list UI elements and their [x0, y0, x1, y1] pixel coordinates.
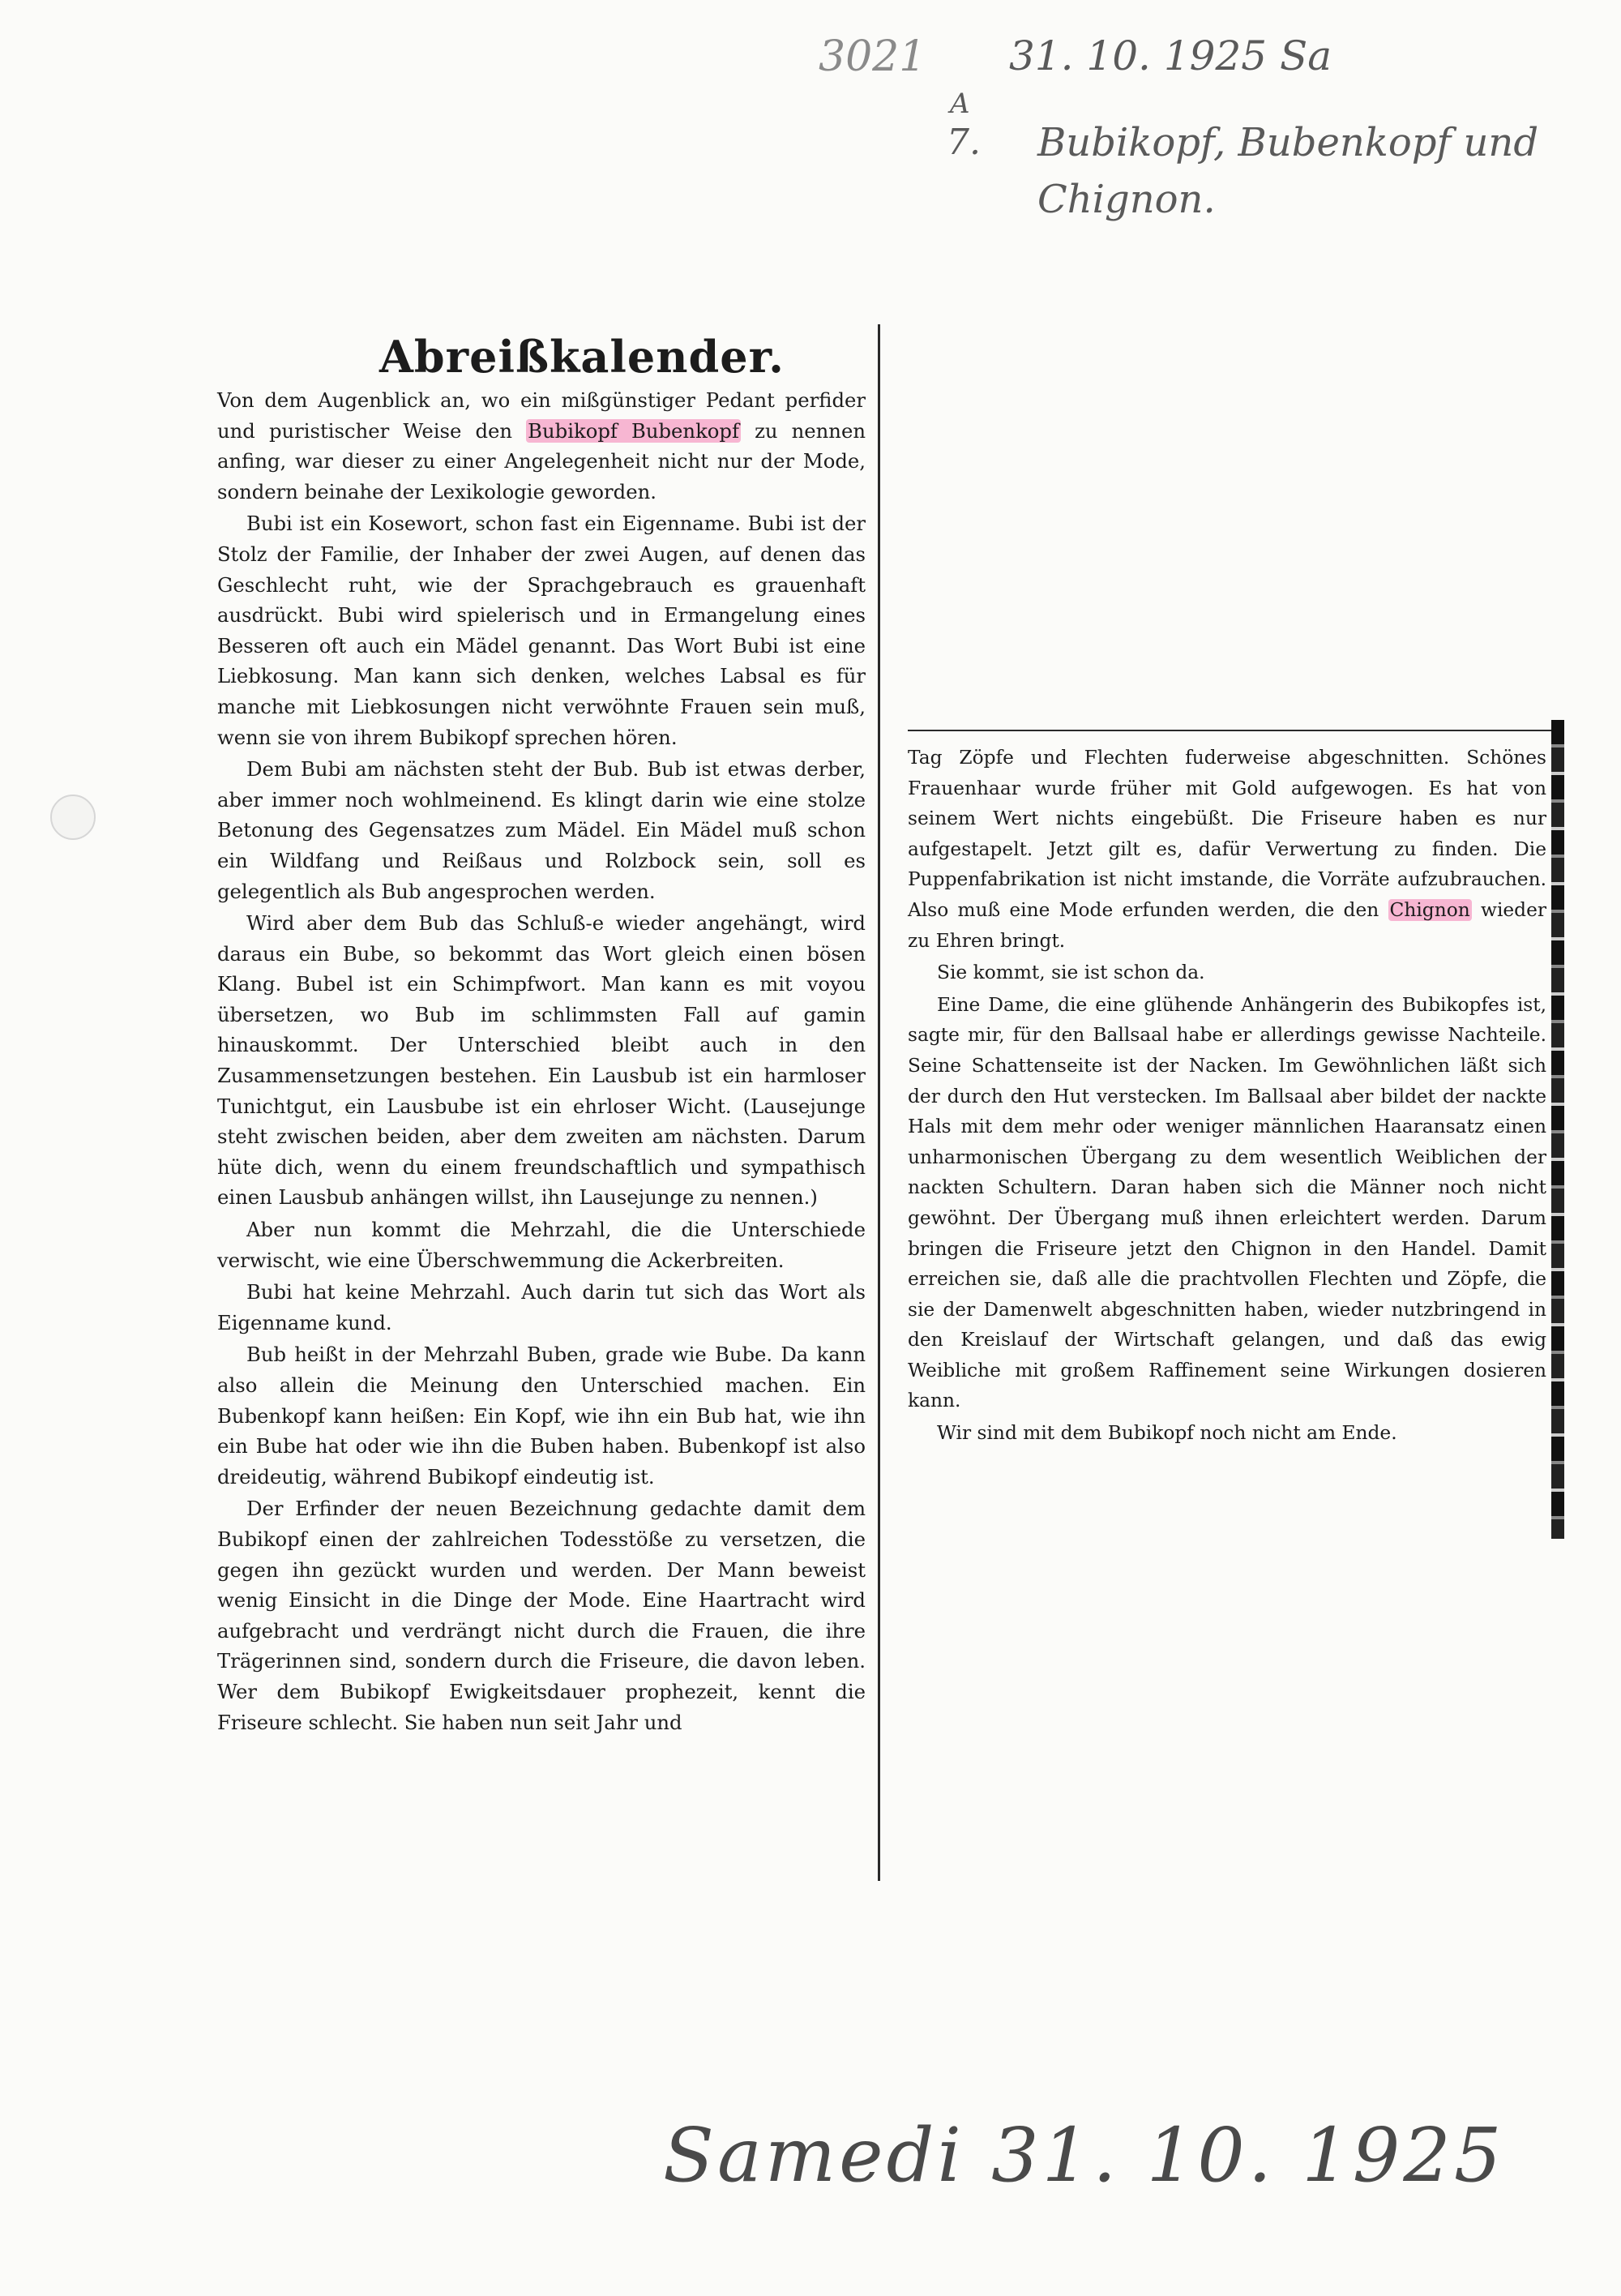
clipping-edge-strip	[1551, 720, 1564, 1539]
paragraph-text: Von dem Augenblick an, wo ein mißgünstiger Pedant perfider und puristischer Weise den	[217, 388, 866, 443]
clipping-continuation-body	[908, 743, 1546, 1450]
paragraph: Wir sind mit dem Bubikopf noch nicht am Ende.	[937, 1422, 1397, 1445]
paragraph-text: zu nennen anfing, war dieser zu einer Angelegenheit nicht nur der Mode, sondern beinahe der Lexikologie geworden.	[217, 418, 866, 503]
handwritten-index-mark: 7.	[947, 122, 981, 163]
archive-number: 3021	[819, 32, 926, 81]
paragraph: Der Erfinder der neuen Bezeichnung gedachte damit dem Bubikopf einen der zahlreichen Todesstöße zu versetzen, die gegen ihn gezückt wurden und werden. Der Mann beweist wenig Einsicht in die Dinge der Mode. Eine Haartracht wird aufgebracht und verdrängt nicht durch die Frauen, die ihre Trägerinnen sind, sondern durch die Friseure, die davon leben. Wer dem Bubikopf Ewigkeitsdauer prophezeit, kennt die Friseure schlecht. Sie haben nun seit Jahr und	[217, 1497, 866, 1734]
paragraph: Wird aber dem Bub das Schluß-e wieder angehängt, wird daraus ein Bube, so bekommt das Wort gleich einen bösen Klang. Bubel ist ein Schimpfwort. Man kann es mit voyou übersetzen, wo Bub im schlimmsten Fall auf gamin hinauskommt. Der Unterschied bleibt auch in den Zusammensetzungen bestehen. Ein Lausbub ist ein harmloser Tunichtgut, ein Lausbube ist ein ehrloser Wicht. (Lausejunge steht zwischen beiden, aber dem zweiten am nächsten. Darum hüte dich, wenn du einem freundschaftlich und sympathisch einen Lausbub anhängen willst, ihn Lausejunge zu nennen.)	[217, 911, 866, 1210]
paragraph: Bubi ist ein Kosewort, schon fast ein Eigenname. Bubi ist der Stolz der Familie, der Inhaber der zwei Augen, auf denen das Geschlecht ruht, wie der Sprachgebrauch es grauenhaft ausdrückt. Bubi wird spielerisch und in Ermangelung eines Besseren oft auch ein Mädel genannt. Das Wort Bubi ist eine Liebkosung. Man kann sich denken, welches Labsal es für manche mit Liebkosungen nicht verwöhnte Frauen sein muß, wenn sie von ihrem Bubikopf sprechen hören.	[217, 512, 866, 749]
highlighted-term: Chignon	[1389, 898, 1470, 921]
clipping-main-body	[217, 385, 866, 1739]
handwritten-topic-line2: Chignon.	[1037, 177, 1216, 222]
paragraph: Sie kommt, sie ist schon da.	[937, 962, 1205, 984]
paragraph: Aber nun kommt die Mehrzahl, die die Unterschiede verwischt, wie eine Überschwemmung die Ackerbreiten.	[217, 1218, 866, 1272]
column-title: Abreißkalender.	[379, 331, 785, 383]
paragraph-text: Tag Zöpfe und Flechten fuderweise abgeschnitten. Schönes Frauenhaar wurde früher mit Gold aufgewogen. Es hat von seinem Wert nichts eingebüßt. Die Friseure haben es nur aufgestapelt. Jetzt gilt es, dafür Verwertung zu finden. Die Puppenfabrikation ist nicht imstande, die Vorräte aufzubrauchen. Also muß eine Mode erfunden werden, die den	[908, 747, 1546, 921]
newspaper-clipping-continuation	[908, 730, 1556, 1532]
newspaper-clipping-main	[217, 324, 880, 1881]
paragraph: Dem Bubi am nächsten steht der Bub. Bub ist etwas derber, aber immer noch wohlmeinend. Es klingt darin wie eine stolze Betonung des Gegensatzes zum Mädel. Ein Mädel muß schon ein Wildfang und Reißaus und Rolzbock sein, soll es gelegentlich als Bub angesprochen werden.	[217, 757, 866, 903]
paragraph-text: wieder zu Ehren bringt.	[908, 898, 1547, 952]
handwritten-bottom-date: Samedi 31. 10. 1925	[663, 2112, 1505, 2199]
punch-hole	[50, 795, 96, 840]
handwritten-topic-line1: Bubikopf, Bubenkopf und	[1037, 120, 1539, 165]
paragraph: Bubi hat keine Mehrzahl. Auch darin tut sich das Wort als Eigenname kund.	[217, 1280, 866, 1334]
paragraph	[217, 385, 866, 507]
handwritten-date-note: 31. 10. 1925 Sa	[1009, 32, 1332, 79]
handwritten-mark-a: A	[950, 88, 970, 120]
paragraph	[908, 743, 1546, 956]
paragraph: Bub heißt in der Mehrzahl Buben, grade wie Bube. Da kann also allein die Meinung den Unterschied machen. Ein Bubenkopf kann heißen: Ein Kopf, wie ihn ein Bub hat, wie ihn ein Bube hat oder wie ihn die Buben haben. Bubenkopf ist also dreideutig, während Bubikopf eindeutig ist.	[217, 1343, 866, 1489]
paragraph: Eine Dame, die eine glühende Anhängerin des Bubikopfes ist, sagte mir, für den Ballsaal habe er allerdings gewisse Nachteile. Seine Schattenseite ist der Nacken. Im Gewöhnlichen läßt sich der durch den Hut verstecken. Im Ballsaal aber bildet der nackte Hals mit dem mehr oder weniger männlichen Haaransatz einen unharmonischen Übergang zu dem wesentlich Weiblichen der nackten Schultern. Daran haben sich die Männer noch nicht gewöhnt. Der Übergang muß ihnen erleichtert werden. Darum bringen die Friseure jetzt den Chignon in den Handel. Damit erreichen sie, daß alle die prachtvollen Flechten und Zöpfe, die sie der Damenwelt abgeschnitten haben, wieder nutzbringend in den Kreislauf der Wirtschaft gelangen, und daß das ewig Weibliche mit großem Raffinement seine Wirkungen dosieren kann.	[908, 993, 1546, 1412]
highlighted-term: Bubikopf Bubenkopf	[528, 418, 739, 443]
